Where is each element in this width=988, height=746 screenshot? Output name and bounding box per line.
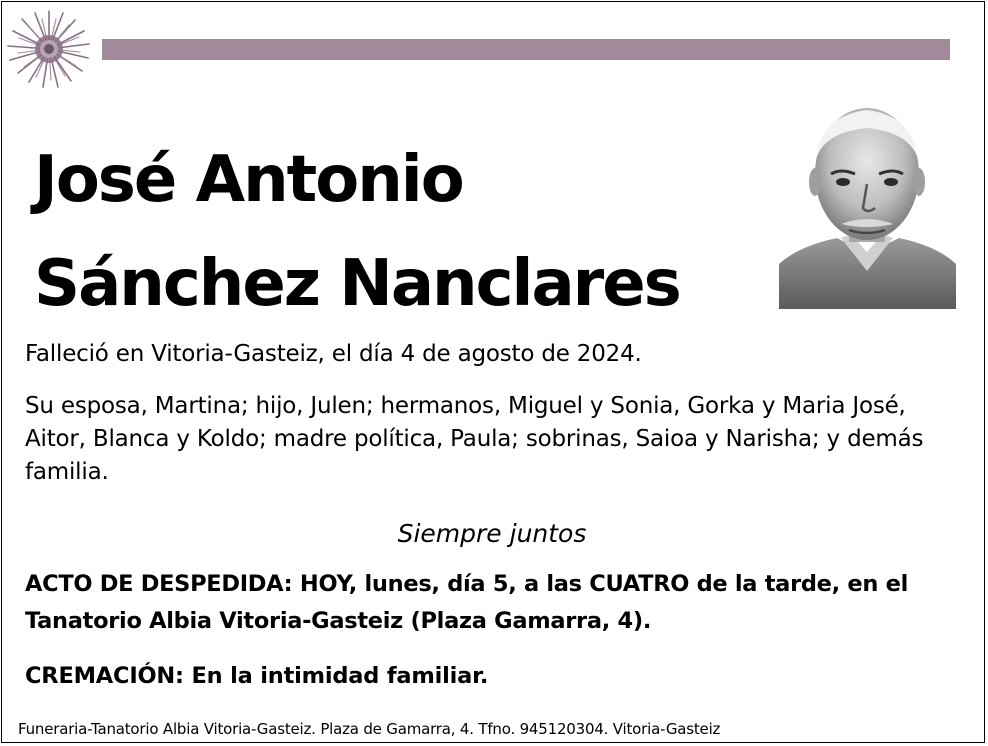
- name-line-last: Sánchez Nanclares: [34, 247, 680, 321]
- deceased-name: [34, 128, 680, 336]
- thistle-icon: [6, 8, 92, 90]
- funeral-home-footer: Funeraria-Tanatorio Albia Vitoria-Gasteiz. Plaza de Gamarra, 4. Tfno. 945120304. Vitoria-Gasteiz: [18, 720, 721, 738]
- motto: Siempre juntos: [397, 519, 587, 548]
- cremation-details: CREMACIÓN: En la intimidad familiar.: [25, 663, 489, 689]
- accent-bar: [102, 39, 950, 60]
- death-statement: Falleció en Vitoria-Gasteiz, el día 4 de agosto de 2024.: [25, 341, 642, 367]
- portrait-photo: [779, 96, 956, 309]
- ceremony-details: ACTO DE DESPEDIDA: HOY, lunes, día 5, a las CUATRO de la tarde, en el Tanatorio Albia Vitoria-Gasteiz (Plaza Gamarra, 4).: [25, 571, 908, 634]
- family-list: Su esposa, Martina; hijo, Julen; hermanos, Miguel y Sonia, Gorka y Maria José, Aitor, Blanca y Koldo; madre política, Paula; sobrinas, Saioa y Narisha; y demás familia.: [25, 393, 924, 485]
- name-line-first: José Antonio: [34, 143, 463, 217]
